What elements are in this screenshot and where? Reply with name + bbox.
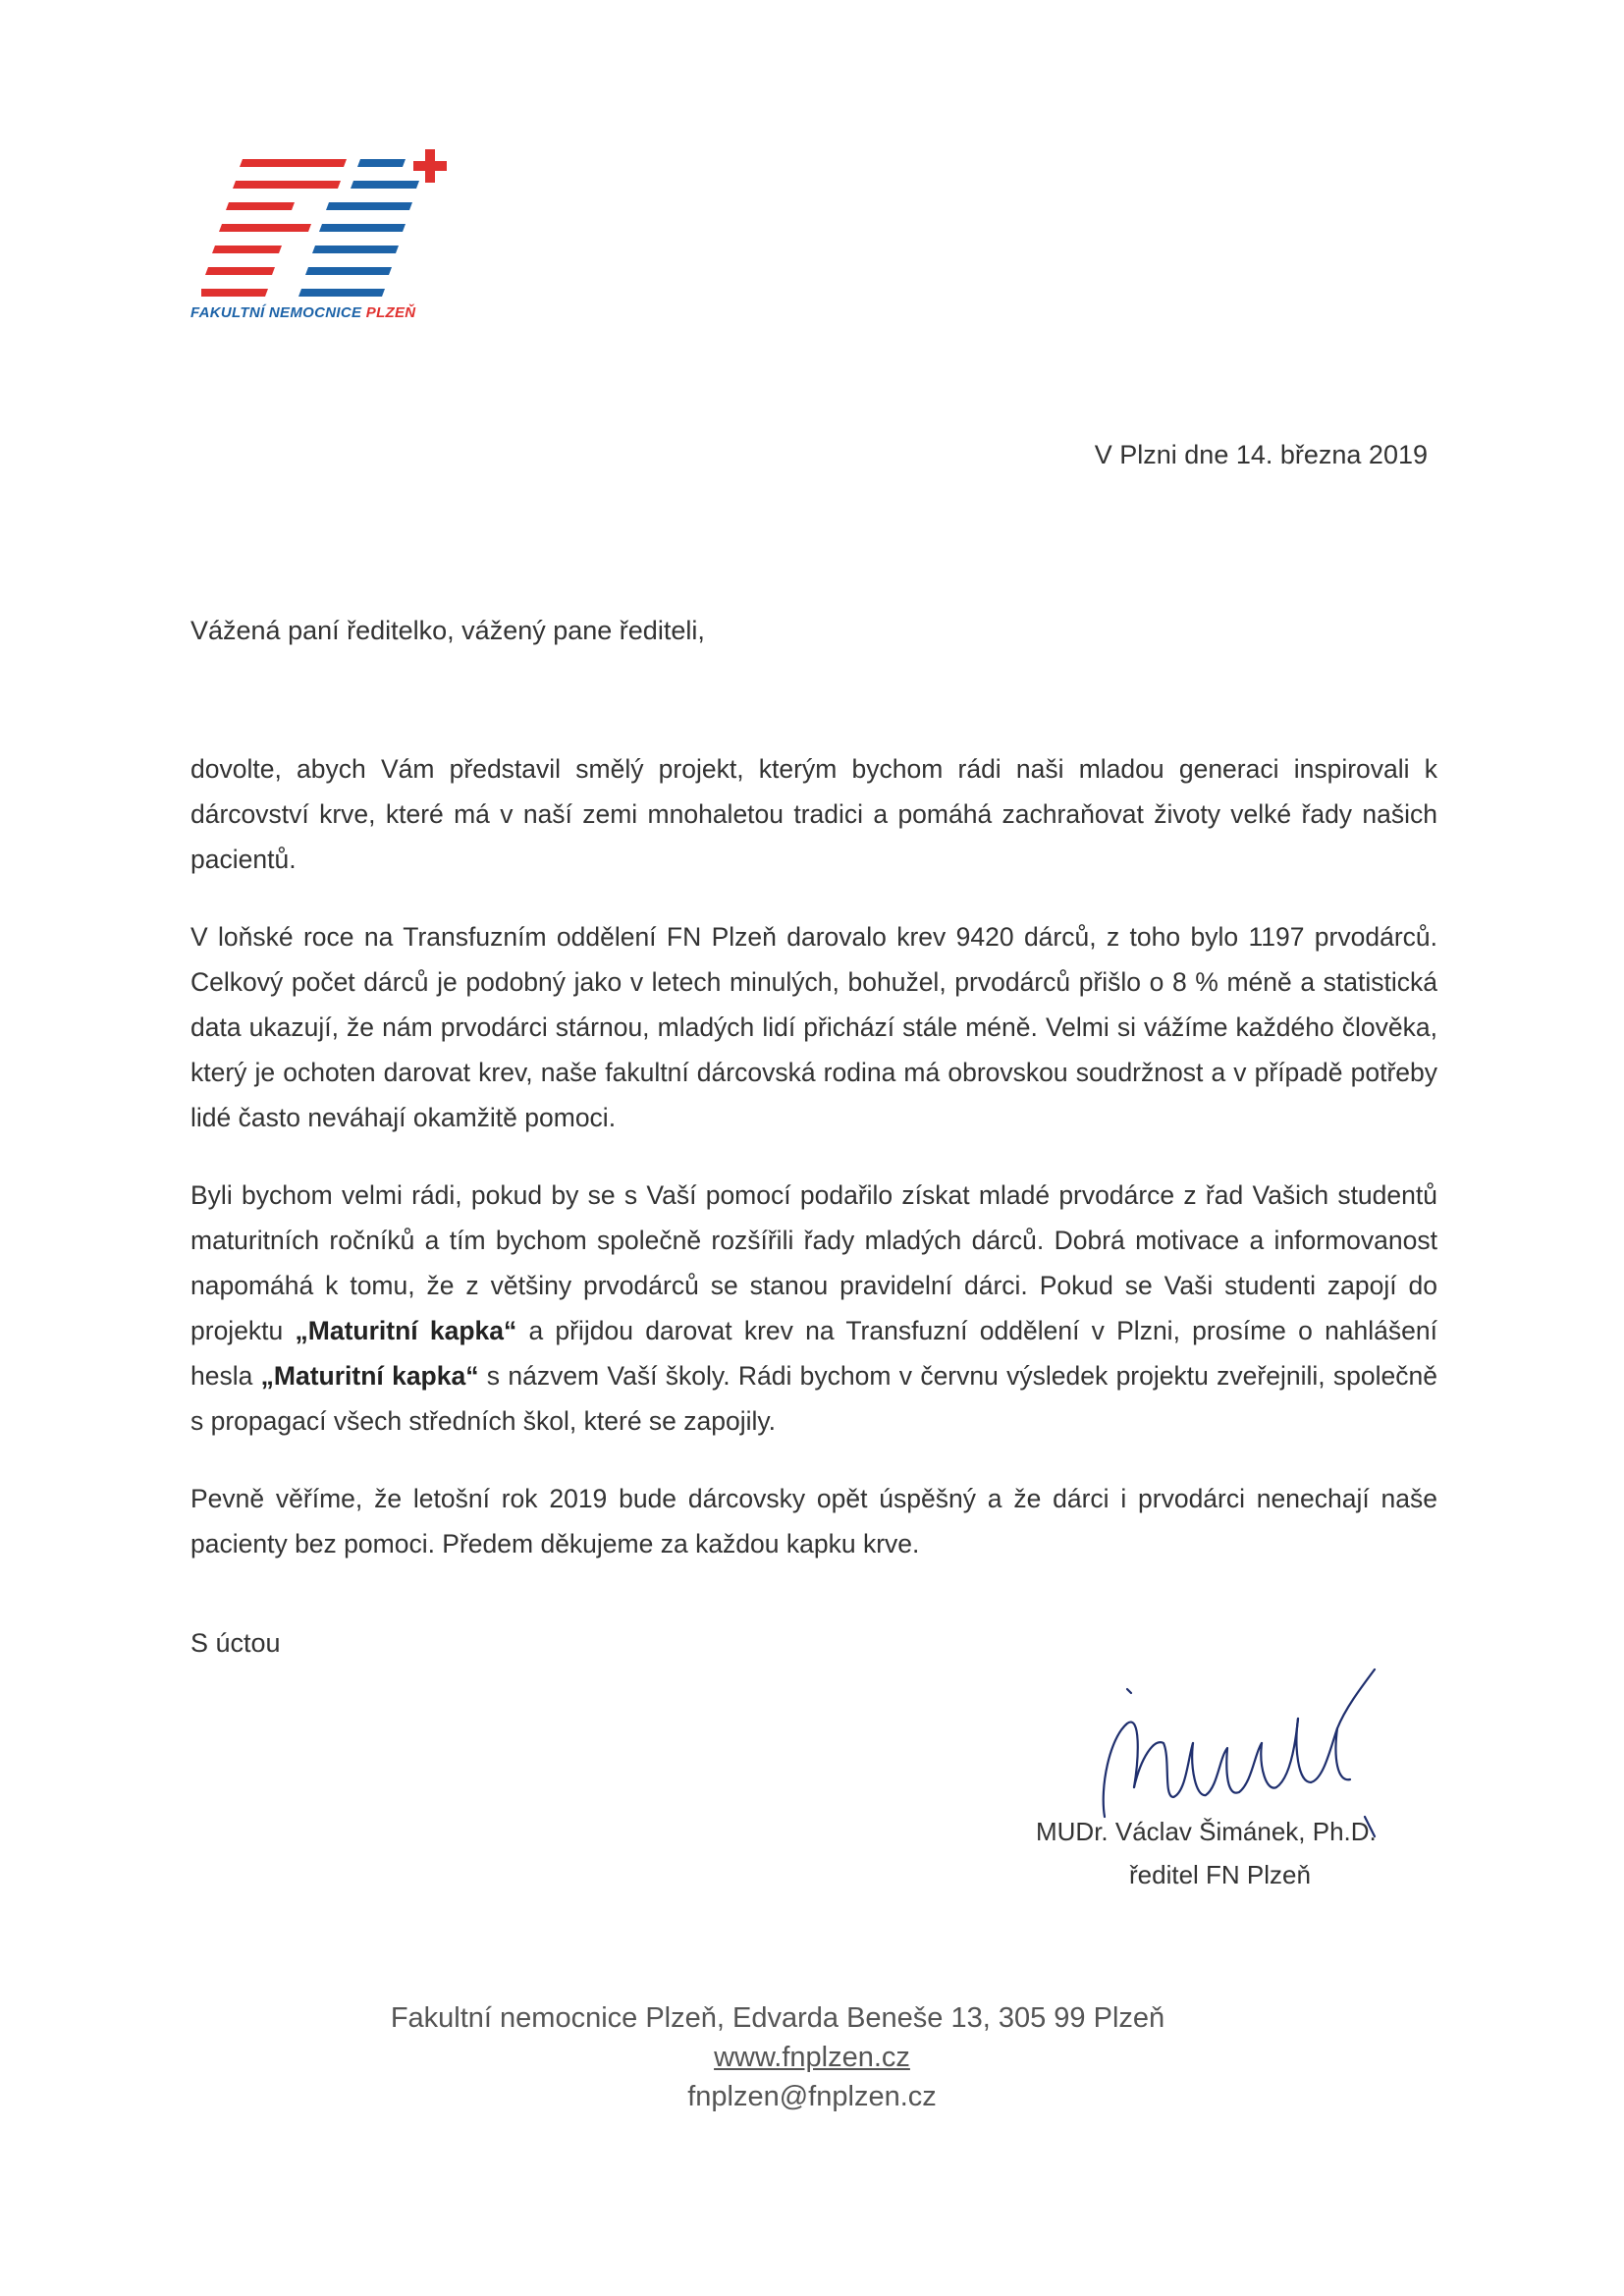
- logo-caption: [190, 304, 415, 321]
- footer: [0, 1998, 1624, 2116]
- salutation: Vážená paní ředitelko, vážený pane řediteli,: [190, 616, 705, 645]
- project-name: „Maturitní kapka“: [295, 1316, 517, 1345]
- letter-date: V Plzni dne 14. března 2019: [1094, 440, 1428, 469]
- closing: S úctou: [190, 1628, 281, 1658]
- footer-website-link[interactable]: www.fnplzen.cz: [714, 2042, 910, 2073]
- paragraph-request-part-a: Byli bychom velmi rádi, pokud by se s Vaší pomocí podařilo získat mladé prvodárce z řad Vašich studentů maturitních ročníků a tím bychom společně rozšířili řady mladých dárců. Dobrá motivace a informovanost napomáhá k tomu, že z většiny prvodárců se stanou pravidelní dárci. Pokud se Vaši studenti zapojí do projektu: [190, 1180, 1437, 1345]
- footer-email-link[interactable]: fnplzen@fnplzen.cz: [687, 2081, 937, 2112]
- fn-logo-icon: [201, 147, 457, 304]
- signer-name: MUDr. Václav Šimánek, Ph.D.: [1036, 1817, 1377, 1846]
- footer-address: Fakultní nemocnice Plzeň, Edvarda Beneše 13, 305 99 Plzeň: [390, 2002, 1165, 2034]
- paragraph-intro: dovolte, abych Vám představil smělý projekt, kterým bychom rádi naši mladou generaci inspirovali k dárcovství krve, které má v naší zemi mnohaletou tradici a pomáhá zachraňovat životy velké řady našich pacientů.: [190, 754, 1437, 874]
- paragraph-request: [190, 1173, 1437, 1444]
- signer-role: ředitel FN Plzeň: [1129, 1860, 1311, 1889]
- letter-body: [190, 746, 1437, 1599]
- paragraph-request-part-b: a přijdou darovat krev na Transfuzní oddělení v Plzni, prosíme o nahlášení hesla: [190, 1316, 1437, 1391]
- logo-caption-hospital: FAKULTNÍ NEMOCNICE: [190, 304, 362, 321]
- project-password: „Maturitní kapka“: [260, 1361, 479, 1391]
- paragraph-statistics: V loňské roce na Transfuzním oddělení FN Plzeň darovalo krev 9420 dárců, z toho bylo 1197 prvodárců. Celkový počet dárců je podobný jako v letech minulých, bohužel, prvodárců přišlo o 8 % méně a statistická data ukazují, že nám prvodárci stárnou, mladých lidí přichází stále méně. Velmi si vážíme každého člověka, který je ochoten darovat krev, naše fakultní dárcovská rodina má obrovskou soudržnost a v případě potřeby lidé často neváhají okamžitě pomoci.: [190, 922, 1437, 1132]
- logo-caption-city: PLZEŇ: [365, 304, 416, 321]
- paragraph-request-part-c: s názvem Vaší školy. Rádi bychom v červnu výsledek projektu zveřejnili, společně s propagací všech středních škol, které se zapojily.: [190, 1361, 1437, 1436]
- fn-plzen-logo: [201, 147, 457, 329]
- paragraph-conclusion: Pevně věříme, že letošní rok 2019 bude dárcovsky opět úspěšný a že dárci i prvodárci nenechají naše pacienty bez pomoci. Předem děkujeme za každou kapku krve.: [190, 1484, 1437, 1558]
